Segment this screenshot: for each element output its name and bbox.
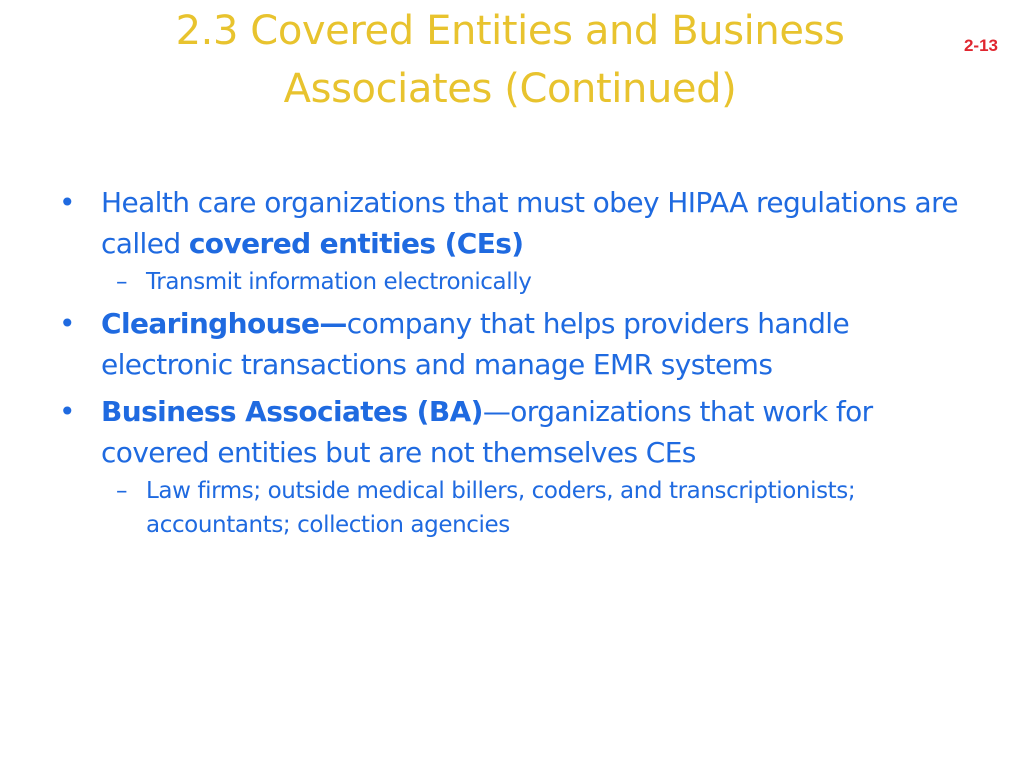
bullet-text: company that helps providers handle electronic transactions and manage EMR systems [101, 307, 850, 381]
sub-bullet-transmit [58, 265, 988, 299]
bullet-bold-term: Business Associates (BA) [101, 395, 483, 428]
bullet-business-associates [58, 391, 988, 473]
dash-icon: – [116, 269, 128, 295]
page-number: 2-13 [963, 36, 998, 55]
sub-bullet-text: Law firms; outside medical billers, coders, and transcriptionists; accountants; collection agencies [146, 478, 856, 538]
bullet-icon: • [59, 307, 75, 340]
bullet-covered-entities [58, 182, 988, 264]
title-line-2: Associates (Continued) [283, 66, 737, 112]
title-line-1: 2.3 Covered Entities and Business [175, 8, 845, 54]
bullet-icon: • [59, 186, 75, 219]
bullet-bold-term: covered entities (CEs) [188, 227, 524, 260]
dash-icon: – [116, 478, 128, 504]
bullet-clearinghouse [58, 303, 988, 385]
sub-bullet-examples [58, 474, 988, 542]
bullet-text: Health care organizations that must obey HIPAA regulations are called [101, 186, 959, 260]
bullet-text: —organizations that work for covered entities but are not themselves CEs [101, 395, 873, 469]
slide-body [58, 182, 988, 546]
sub-bullet-text: Transmit information electronically [146, 269, 532, 295]
slide-title [60, 2, 960, 118]
bullet-bold-term: Clearinghouse— [101, 307, 347, 340]
bullet-icon: • [59, 395, 75, 428]
